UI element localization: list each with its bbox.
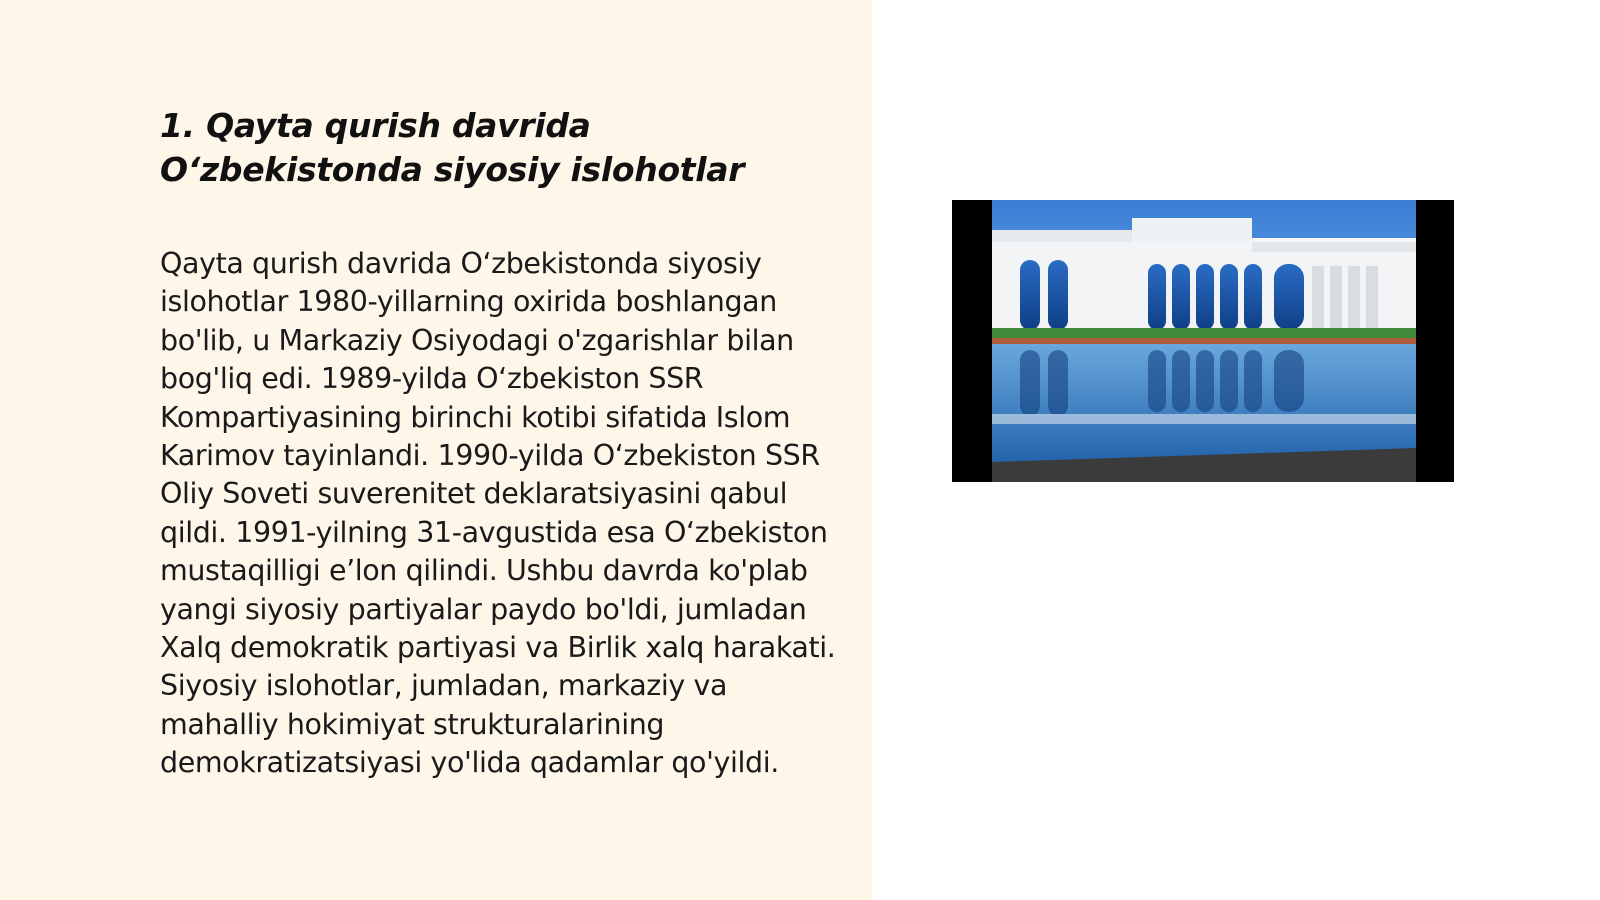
building-photo: [952, 200, 1454, 482]
slide-title: 1. Qayta qurish davrida O‘zbekistonda siyosiy islohotlar: [160, 106, 745, 189]
slide-body-text: Qayta qurish davrida O‘zbekistonda siyosiy islohotlar 1980-yillarning oxirida boshlangan bo'lib, u Markaziy Osiyodagi o'zgarishlar bilan bog'liq edi. 1989-yilda O‘zbekiston SSR Kompartiyasining birinchi kotibi sifatida Islom Karimov tayinlandi. 1990-yilda O‘zbekiston SSR Oliy Soveti suverenitet deklaratsiyasini qabul qildi. 1991-yilning 31-avgustida esa O‘zbekiston mustaqilligi e’lon qilindi. Ushbu davrda ko'plab yangi siyosiy partiyalar paydo bo'ldi, jumladan Xalq demokratik partiyasi va Birlik xalq harakati. Siyosiy islohotlar, jumladan, markaziy va mahalliy hokimiyat strukturalarining demokratizatsiyasi yo'lida qadamlar qo'yildi.: [160, 247, 836, 780]
